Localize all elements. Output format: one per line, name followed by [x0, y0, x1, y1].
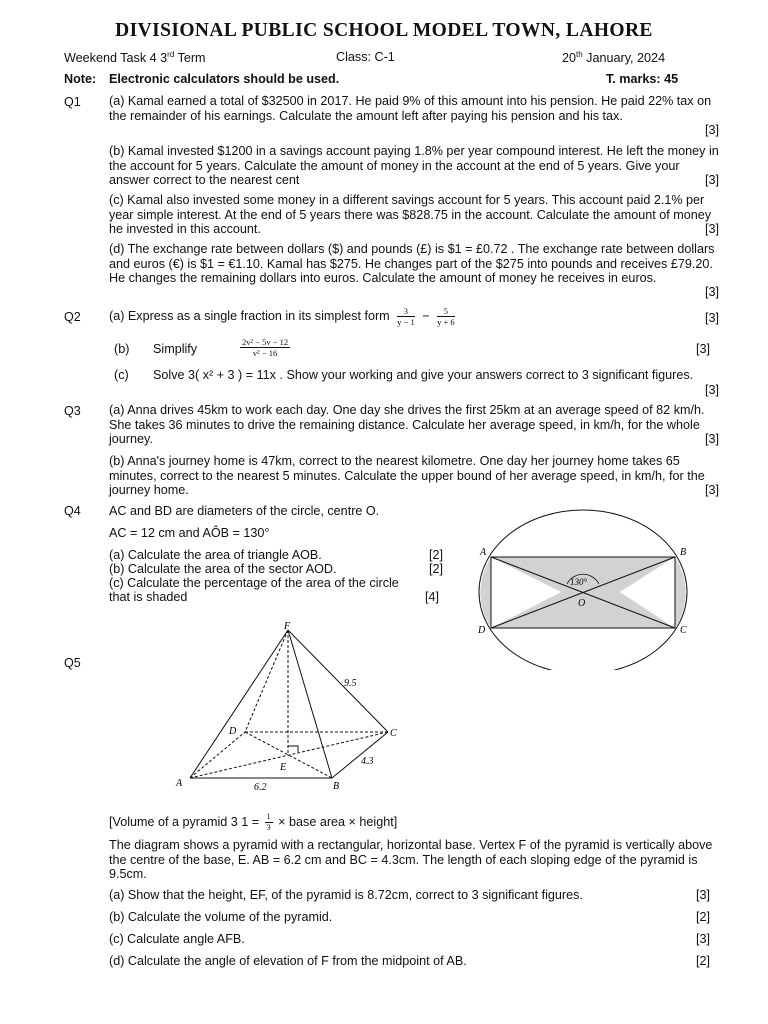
q4b-mark: [2] — [429, 562, 444, 576]
shaded-segment-right — [675, 557, 686, 628]
q2-number: Q2 — [64, 310, 81, 324]
q5a: (a) Show that the height, EF, of the pyramid is 8.72cm, correct to 3 significant figures. — [109, 888, 583, 902]
q2a: (a) Express as a single fraction in its simplest form $\frac{3}{y - 1}$ − $\frac{5}{y + 6}$ [3] — [109, 306, 719, 327]
label-ab-length: 6.2 — [254, 782, 267, 793]
label-edge-length: 9.5 — [344, 678, 357, 689]
q1b: (b) Kamal invested $1200 in a savings account paying 1.8% per year compound interest. He left the money in the account for 5 years. Calculate the amount of money in the account at the end of 5 years. Give your answer correct to the nearest cent [3] — [109, 144, 719, 188]
q5c: (c) Calculate angle AFB. — [109, 932, 245, 946]
q4a-mark: [2] — [429, 548, 444, 562]
note-label: Note: — [64, 72, 97, 86]
edge-fa — [190, 630, 288, 778]
label-o: O — [578, 598, 586, 609]
q2c-label: (c) — [114, 368, 129, 382]
label-a: A — [176, 778, 183, 789]
q3-number: Q3 — [64, 404, 81, 418]
shaded-segment-left — [480, 557, 491, 628]
school-title: DIVISIONAL PUBLIC SCHOOL MODEL TOWN, LAHORE — [115, 20, 653, 41]
q5d-mark: [2] — [696, 954, 711, 968]
task-label: Weekend Task 4 3rd Term — [64, 50, 206, 66]
q2a-fraction-2: $\frac{5}{y + 6}$ — [437, 306, 455, 327]
diagonal-ac-hidden — [190, 732, 388, 778]
q4b: (b) Calculate the area of the sector AOD. — [109, 562, 337, 576]
label-d: D — [478, 625, 486, 636]
label-angle: 130° — [570, 577, 588, 587]
q3a: (a) Anna drives 45km to work each day. One day she drives the first 25km at an average speed of 82 km/h. She takes 36 minutes to drive the remaining distance. Calculate her average speed, in km/h, for the whole journey. [3] — [109, 403, 719, 447]
total-marks: T. marks: 45 — [606, 72, 679, 86]
circle-diagram — [470, 500, 700, 670]
edge-bc — [332, 732, 388, 778]
q2b-fraction: $\frac{\text{2v² − 5v − 12}}{\text{v² − 16}}$ — [242, 337, 289, 358]
q5b-mark: [2] — [696, 910, 711, 924]
q2b-mark: [3] — [696, 342, 711, 356]
q5d: (d) Calculate the angle of elevation of F from the midpoint of AB. — [109, 954, 467, 968]
note-text: Electronic calculators should be used. — [109, 72, 340, 86]
label-bc-length: 4.3 — [361, 756, 374, 767]
label-d: D — [229, 726, 237, 737]
q5-formula: [Volume of a pyramid 3 1 = $\frac{1}{3}$ × base area × height] — [109, 812, 398, 832]
q1a: (a) Kamal earned a total of $32500 in 2017. He paid 9% of this amount into his pension. He paid 22% tax on the remainder of his earnings. Calculate the amount left after paying his pension and his tax. [3] — [109, 94, 719, 138]
q4-intro: AC and BD are diameters of the circle, centre O. — [109, 504, 380, 518]
class-label: Class: C-1 — [336, 50, 395, 64]
q4c-mark: [4] — [425, 590, 440, 604]
q1c: (c) Kamal also invested some money in a different savings account for 5 years. This account paid 2.1% per year simple interest. At the end of 5 years there was $828.75 in the account. Calculate the amount of money he invested in this account. [3] — [109, 193, 719, 237]
q1d: (d) The exchange rate between dollars ($) and pounds (£) is $1 = £0.72 . The exchange rate between dollars and euros (€) is $1 = €1.10. Kamal has $275. He changes part of the $275 into pounds and receives £79.20. He changes the remaining dollars into euros. Calculate the amount of money he receives in euros. [3] — [109, 242, 719, 300]
q3b: (b) Anna's journey home is 47km, correct to the nearest kilometre. One day her journey home takes 65 minutes, correct to the nearest 5 minutes. Calculate the upper bound of her average speed, in km/h, for the journey home. [3] — [109, 454, 719, 498]
label-b: B — [333, 781, 340, 792]
edge-ad-hidden — [190, 732, 245, 778]
q4c-line2: that is shaded — [109, 590, 188, 604]
pyramid-diagram — [170, 618, 410, 796]
label-c: C — [680, 625, 687, 636]
q5-number: Q5 — [64, 656, 81, 670]
q2a-fraction-1: $\frac{3}{y - 1}$ — [397, 306, 415, 327]
q2b-text: Simplify — [153, 342, 198, 356]
edge-fd-hidden — [245, 630, 288, 732]
q1-number: Q1 — [64, 95, 81, 109]
q4c: (c) Calculate the percentage of the area of the circle — [109, 576, 399, 590]
label-f: F — [284, 621, 291, 632]
q4a: (a) Calculate the area of triangle AOB. — [109, 548, 322, 562]
q5b: (b) Calculate the volume of the pyramid. — [109, 910, 333, 924]
q5-description: The diagram shows a pyramid with a rectangular, horizontal base. Vertex F of the pyramid is vertically above the centre of the base, E. AB = 6.2 cm and BC = 4.3cm. The length of each sloping edge of the pyramid is 9.5cm. — [109, 838, 713, 882]
q2b-label: (b) — [114, 342, 130, 356]
label-b: B — [680, 547, 687, 558]
q4-number: Q4 — [64, 504, 81, 518]
q5a-mark: [3] — [696, 888, 711, 902]
label-c: C — [390, 728, 397, 739]
label-a: A — [480, 547, 487, 558]
q4-given: AC = 12 cm and AÔB = 130° — [109, 526, 270, 540]
q2c-text: Solve 3( x² + 3 ) = 11x . Show your working and give your answers correct to 3 significant figures. [3] — [153, 368, 719, 398]
label-e: E — [280, 762, 287, 773]
date-label: 20th January, 2024 — [562, 50, 666, 66]
q5c-mark: [3] — [696, 932, 711, 946]
right-angle-mark — [288, 746, 298, 752]
